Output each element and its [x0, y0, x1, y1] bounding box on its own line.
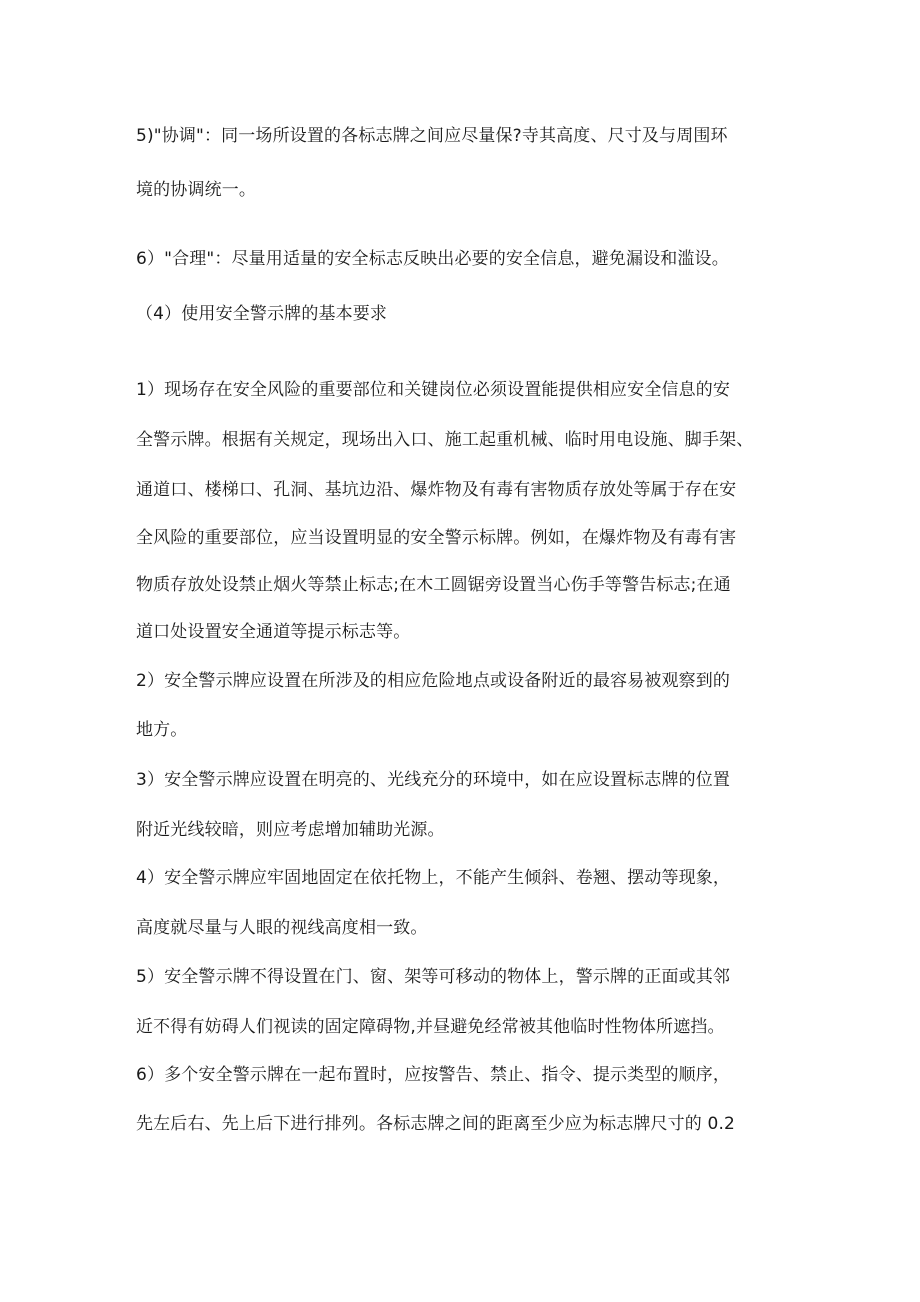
paragraph-5-coordination-line-2: 境的协调统一。	[136, 180, 257, 200]
paragraph-5-coordination-line-1: 5)"协调"：同一场所设置的各标志牌之间应尽量保?寺其高度、尺寸及与周围环	[136, 126, 728, 146]
item-6-line-2: 先左后右、先上后下进行排列。各标志牌之间的距离至少应为标志牌尺寸的 0.2	[136, 1114, 735, 1134]
section-heading-4: （4）使用安全警示牌的基本要求	[136, 304, 388, 324]
item-2-line-1: 2）安全警示牌应设置在所涉及的相应危险地点或设备附近的最容易被观察到的	[136, 671, 731, 691]
item-5-line-2: 近不得有妨碍人们视读的固定障碍物,并昼避免经常被其他临时性物体所遮挡。	[136, 1017, 725, 1037]
item-6-line-1: 6）多个安全警示牌在一起布置时，应按警告、禁止、指令、提示类型的顺序，	[136, 1065, 731, 1085]
item-4-line-2: 高度就尽量与人眼的视线高度相一致。	[136, 918, 428, 938]
item-3-line-2: 附近光线较暗，则应考虑增加辅助光源。	[136, 820, 445, 840]
item-5-line-1: 5）安全警示牌不得设置在门、窗、架等可移动的物体上，警示牌的正面或其邻	[136, 967, 731, 987]
item-4-line-1: 4）安全警示牌应牢固地固定在依托物上，不能产生倾斜、卷翘、摆动等现象，	[136, 868, 731, 888]
paragraph-6-reasonable: 6）"合理"：尽量用适量的安全标志反映出必要的安全信息，避免漏设和滥设。	[136, 249, 729, 269]
item-1-line-6: 道口处设置安全通道等提示标志等。	[136, 622, 411, 642]
item-1-line-2: 全警示牌。根据有关规定，现场出入口、施工起重机械、临时用电设施、脚手架、	[136, 430, 754, 450]
item-1-line-3: 通道口、楼梯口、孔洞、基坑边沿、爆炸物及有毒有害物质存放处等属于存在安	[136, 480, 737, 500]
item-1-line-4: 全风险的重要部位，应当设置明显的安全警示标牌。例如，在爆炸物及有毒有害	[136, 528, 737, 548]
item-2-line-2: 地方。	[136, 720, 188, 740]
item-1-line-5: 物质存放处设禁止烟火等禁止标志;在木工圆锯旁设置当心伤手等警告标志;在通	[136, 575, 731, 595]
item-3-line-1: 3）安全警示牌应设置在明亮的、光线充分的环境中，如在应设置标志牌的位置	[136, 770, 731, 790]
item-1-line-1: 1）现场存在安全风险的重要部位和关键岗位必须设置能提供相应安全信息的安	[136, 380, 731, 400]
